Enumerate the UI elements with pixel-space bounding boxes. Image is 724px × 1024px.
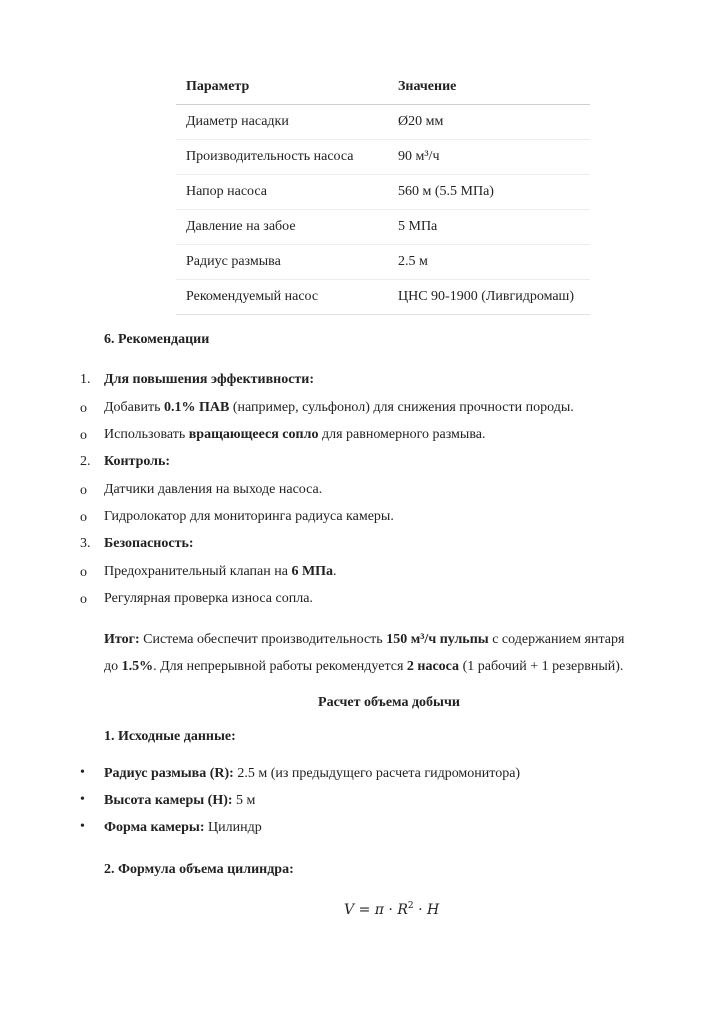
list-number: 2. [80,454,91,469]
list-sub-item: Гидролокатор для мониторинга радиуса камеры. [104,509,394,524]
list-item-title: Для повышения эффективности: [104,372,315,387]
formula-dot: · [418,902,423,918]
list-sub-marker: o [80,565,87,580]
list-number: 1. [80,372,91,387]
bullet: • [80,792,85,807]
bullet: • [80,819,85,834]
list-sub-item: Датчики давления на выходе насоса. [104,482,323,497]
table-header-row [176,70,590,105]
table-cell-parameter: Диаметр насадки [176,105,388,140]
list-sub-item: Регулярная проверка износа сопла. [104,591,313,606]
section-heading-recommendations: 6. Рекомендации [104,332,210,347]
summary-line-1: Итог: Система обеспечит производительность 150 м³/ч пульпы с содержанием янтаря [104,632,625,647]
formula-equals: = [358,902,371,918]
table-cell-parameter: Производительность насоса [176,140,388,175]
parameters-table [176,70,590,315]
input-item-height: Высота камеры (H): 5 м [104,793,256,808]
table-header-value: Значение [388,70,590,105]
section-heading-formula: 2. Формула объема цилиндра: [104,862,294,877]
table-cell-parameter: Рекомендуемый насос [176,280,388,315]
formula-lhs: V [344,902,355,918]
list-sub-marker: o [80,483,87,498]
input-item-shape: Форма камеры: Цилиндр [104,820,262,835]
formula-exponent: 2 [407,901,414,911]
table-cell-value: ЦНС 90-1900 (Ливгидромаш) [388,280,590,315]
input-item-radius: Радиус размыва (R): 2.5 м (из предыдущего расчета гидромонитора) [104,766,521,781]
list-sub-marker: o [80,510,87,525]
table-row [176,210,590,245]
table-cell-parameter: Напор насоса [176,175,388,210]
table-row [176,245,590,280]
list-sub-marker: o [80,401,87,416]
table-cell-value: 90 м³/ч [388,140,590,175]
table-row [176,175,590,210]
table-cell-value: Ø20 мм [388,105,590,140]
list-sub-marker: o [80,592,87,607]
table-cell-parameter: Радиус размыва [176,245,388,280]
formula-h: H [426,902,440,918]
list-sub-marker: o [80,428,87,443]
list-item-title: Безопасность: [104,536,194,551]
list-sub-item: Использовать вращающееся сопло для равномерного размыва. [104,427,486,442]
table-row [176,105,590,140]
table-cell-parameter: Давление на забое [176,210,388,245]
table-cell-value: 2.5 м [388,245,590,280]
list-item-title: Контроль: [104,454,171,469]
formula-dot: · [388,902,393,918]
bullet: • [80,765,85,780]
table-row [176,280,590,315]
section-heading-input-data: 1. Исходные данные: [104,729,236,744]
volume-formula [344,901,439,918]
list-sub-item: Добавить 0.1% ПАВ (например, сульфонол) для снижения прочности породы. [104,400,574,415]
formula-pi: π [374,902,384,918]
list-sub-item: Предохранительный клапан на 6 МПа. [104,564,337,579]
section-title-volume: Расчет объема добычи [318,695,460,710]
formula-r: R [397,902,408,918]
list-number: 3. [80,536,91,551]
table-cell-value: 5 МПа [388,210,590,245]
summary-line-2: до 1.5%. Для непрерывной работы рекомендуется 2 насоса (1 рабочий + 1 резервный). [104,659,624,674]
table-header-parameter: Параметр [176,70,388,105]
table-row [176,140,590,175]
table-cell-value: 560 м (5.5 МПа) [388,175,590,210]
